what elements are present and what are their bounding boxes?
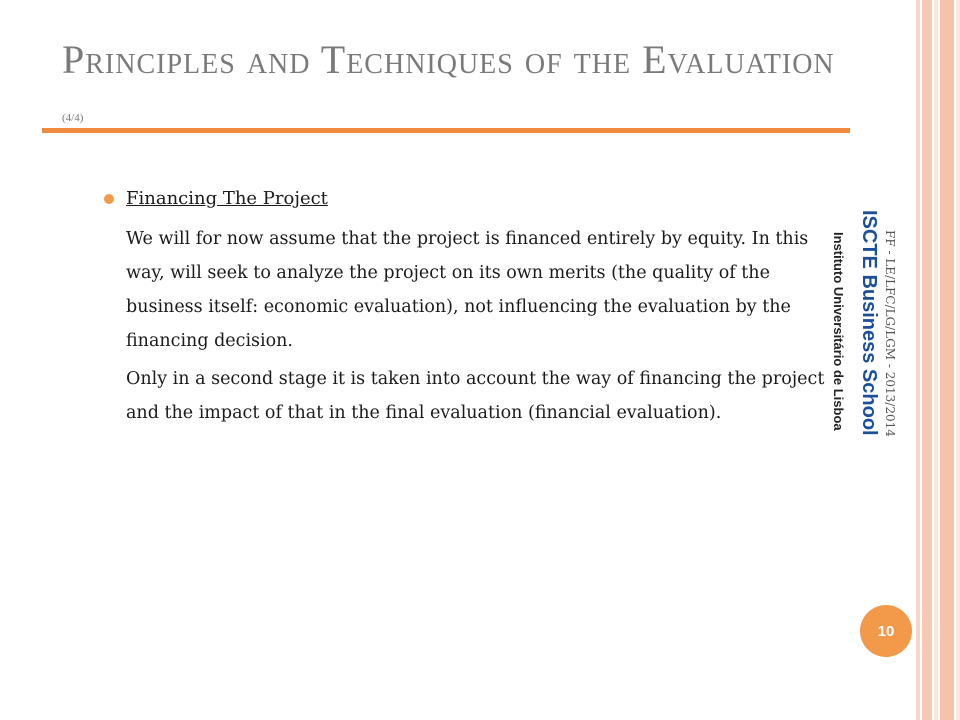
- stripe: [934, 0, 938, 720]
- title-underline: [42, 128, 850, 133]
- paragraph-1: We will for now assume that the project is financed entirely by equity. In this way, will seek to analyze the project on its own merits (the quality of the business itself: economic evaluation), not influencing the evaluation by the financing decision.: [126, 229, 809, 351]
- stripe: [956, 0, 960, 720]
- paragraph-2: Only in a second stage it is taken into account the way of financing the project and the impact of that in the final evaluation (financial evaluation).: [126, 369, 825, 423]
- school-logo: [830, 210, 880, 480]
- stripe: [916, 0, 920, 720]
- slide-title: [62, 36, 842, 142]
- right-stripes: [916, 0, 960, 720]
- stripe: [940, 0, 954, 720]
- bullet-heading: Financing The Project: [126, 188, 328, 209]
- bullet-icon: [104, 194, 114, 204]
- logo-subtitle: Instituto Universitário de Lisboa: [831, 232, 846, 431]
- logo-title: ISCTE Business School: [858, 210, 880, 436]
- page-number: 10: [877, 622, 895, 640]
- slide-title-suffix: (4/4): [62, 112, 84, 124]
- slide-title-text: Principles and Techniques of the Evaluation: [62, 37, 835, 82]
- stripe: [922, 0, 932, 720]
- page-number-badge: [860, 605, 912, 657]
- vertical-footer: FF - LE/LFC/LG/LGM - 2013/2014: [883, 230, 897, 437]
